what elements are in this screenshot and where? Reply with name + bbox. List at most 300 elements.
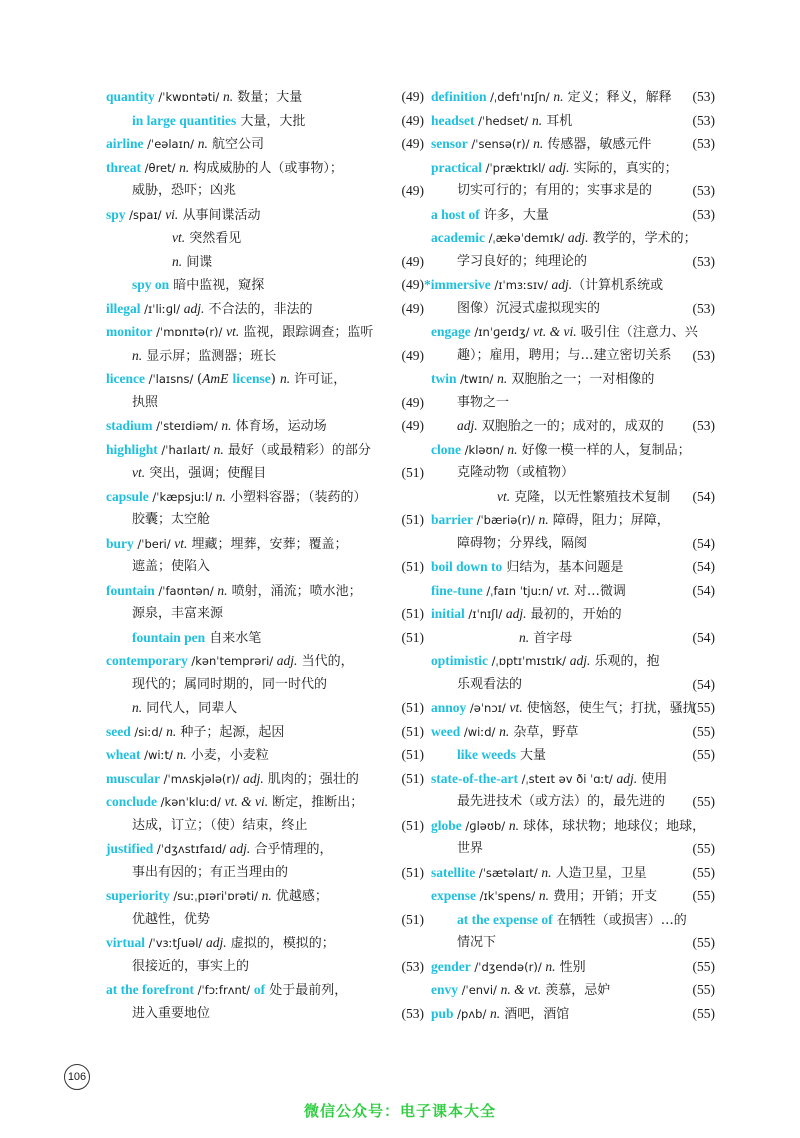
page-reference: (55)	[692, 888, 715, 903]
phonetic: /ˌækəˈdemɪk/	[484, 231, 568, 245]
definition-text: 障碍物；分界线，隔阂	[457, 535, 588, 551]
headword: at the expense of	[457, 911, 553, 927]
entry-line	[431, 602, 715, 626]
definition-text: 小塑料容器；（装药的）	[225, 489, 367, 505]
page-reference: (53)	[692, 418, 715, 433]
definition-text: 双胞胎之一；一对相像的	[507, 372, 655, 387]
entry-line	[106, 837, 424, 861]
part-of-speech: n.	[221, 418, 232, 433]
entry-line	[431, 485, 715, 509]
page-reference: (49)	[401, 112, 424, 128]
entry-line	[431, 156, 715, 180]
phonetic: /əˈnɔɪ/	[466, 701, 510, 715]
definition-text: 耳机	[542, 113, 573, 129]
headword: pub	[431, 1005, 454, 1021]
headword: envy	[431, 982, 458, 997]
part-of-speech: adj.	[616, 770, 638, 786]
entry-line	[431, 884, 715, 908]
entry-line	[431, 837, 715, 861]
definition-text: 许可证，	[290, 372, 347, 387]
definition-text: 世界	[457, 841, 484, 856]
headword: weed	[431, 723, 461, 739]
phonetic: /ˈlaɪsns/	[144, 372, 197, 386]
definition-text: 球体，球状物；地球仪；地球，	[518, 818, 706, 834]
definition-text: 自来水笔	[205, 630, 262, 646]
headword: barrier	[431, 512, 473, 527]
page-reference: (53)	[692, 183, 715, 198]
definition-text: 合乎情理的，	[250, 842, 333, 857]
page-reference: (53)	[692, 347, 715, 363]
part-of-speech: n.	[197, 136, 208, 151]
definition-text: 达成，订立；（使）结束，终止	[132, 817, 308, 833]
definition-text: 大量，大批	[236, 113, 306, 129]
page-reference: (54)	[692, 535, 715, 551]
page-reference: (54)	[692, 629, 715, 645]
page-reference: (53)	[692, 253, 715, 269]
entry-line	[431, 344, 715, 368]
definition-text: 羡慕，忌妒	[541, 983, 611, 998]
part-of-speech: n.	[132, 347, 143, 363]
entry-line	[106, 649, 424, 673]
part-of-speech: n.	[490, 1005, 501, 1021]
definition-text: 监视，跟踪调查；监听	[239, 325, 374, 340]
phonetic: /ˈhaɪlaɪt/	[157, 442, 214, 457]
part-of-speech: adj.	[551, 277, 573, 292]
part-of-speech: adj.	[205, 935, 227, 950]
part-of-speech: vt.	[132, 465, 146, 480]
headword: *immersive	[424, 277, 491, 292]
page-reference: (49)	[401, 136, 424, 151]
page-reference: (55)	[692, 864, 715, 880]
page-reference: (55)	[692, 700, 715, 715]
definition-text: 不合法的，非法的	[204, 301, 313, 317]
entry-line	[106, 250, 424, 274]
entry-line	[106, 555, 424, 579]
entry-line	[431, 814, 715, 838]
entry-line	[106, 955, 424, 979]
phonetic: /ɪˈliːɡl/	[140, 301, 184, 316]
headword: superiority	[106, 888, 170, 903]
definition-text: 对…微调	[569, 583, 626, 599]
entry-line	[431, 461, 715, 485]
entry-line	[431, 85, 715, 109]
definition-text: 许多，大量	[479, 207, 549, 223]
page-reference: (55)	[692, 982, 715, 997]
definition-text: 乐观的，抱	[590, 654, 660, 669]
definition-text: 优越性，优势	[132, 911, 211, 927]
entry-line	[431, 931, 715, 955]
entry-line	[106, 931, 424, 955]
definition-text: 威胁，恐吓；凶兆	[132, 183, 237, 198]
definition-text: 显示屏；监测器；班长	[142, 348, 277, 364]
definition-text: 趣）；雇用，聘用；与…建立密切关系	[457, 347, 672, 363]
part-of-speech: n.	[519, 629, 530, 645]
entry-line	[106, 602, 424, 626]
definition-text: 处于最前列，	[265, 983, 348, 998]
definition-text: 优越感；	[271, 889, 328, 904]
headword: bury	[106, 535, 134, 551]
entry-line	[106, 814, 424, 838]
phonetic: /ˈhedset/	[474, 113, 532, 128]
definition-text: 从事间谍活动	[178, 207, 261, 223]
entry-line	[106, 344, 424, 368]
part-of-speech: vt.	[497, 488, 511, 504]
phonetic: /ˌsteɪt əv ði ˈɑːt/	[517, 771, 617, 786]
phonetic: /ˈeəlaɪn/	[143, 137, 198, 151]
phonetic: /ˈpræktɪkl/	[481, 160, 549, 175]
definition-text: 酒吧，酒馆	[500, 1006, 570, 1022]
phonetic: /kləʊn/	[461, 442, 508, 457]
part-of-speech: n.	[497, 371, 508, 386]
entry-line	[106, 273, 424, 297]
definition-text: 种子；起源，起因	[176, 724, 285, 740]
entry-line	[431, 649, 715, 673]
phonetic: /suːˌpɪəriˈɒrəti/	[169, 889, 262, 903]
definition-text: 突然看见	[185, 231, 242, 246]
headword: sensor	[431, 136, 468, 151]
headword: spy on	[132, 277, 170, 292]
headword: seed	[106, 723, 131, 739]
definition-text: 遮盖；使陷入	[132, 559, 211, 574]
page-reference: (49)	[401, 277, 424, 292]
entry-line	[106, 861, 424, 885]
page-reference: (51)	[401, 864, 424, 880]
entry-line	[106, 532, 424, 556]
definition-text: 克隆动物（或植物）	[457, 465, 575, 480]
page-reference: (49)	[401, 347, 424, 363]
headword: quantity	[106, 89, 155, 104]
entry-line	[106, 85, 424, 109]
page-reference: (53)	[692, 300, 715, 316]
entry-line	[431, 790, 715, 814]
entry-line	[431, 673, 715, 697]
definition-text: 同代人，同辈人	[142, 701, 238, 716]
page-reference: (49)	[401, 394, 424, 410]
entry-line	[106, 790, 424, 814]
headword: virtual	[106, 935, 145, 950]
definition-text: 情况下	[457, 935, 497, 950]
headword: like weeds	[457, 747, 516, 762]
phonetic: /ɪnˈɡeɪdʒ/	[470, 325, 534, 339]
definition-text: 事物之一	[457, 394, 510, 410]
entry-line	[431, 626, 715, 650]
headword: annoy	[431, 700, 467, 715]
part-of-speech: n.	[222, 89, 234, 104]
phonetic: /pʌb/	[453, 1006, 490, 1021]
definition-text: 数量；大量	[233, 90, 303, 105]
definition-text: 胶囊；太空舱	[132, 512, 211, 527]
phonetic: /ˈdʒendə(r)/	[470, 959, 546, 974]
phonetic: /twɪn/	[456, 372, 498, 386]
page-reference: (49)	[401, 183, 424, 198]
part-of-speech: n.	[508, 817, 519, 833]
entry-line	[106, 673, 424, 697]
entry-line	[106, 743, 424, 767]
definition-text: 使恼怒，使生气；打扰，骚扰	[522, 701, 696, 716]
headword: a host of	[431, 206, 480, 222]
entry-line	[106, 203, 424, 227]
part-of-speech: n.	[176, 747, 187, 762]
entry-line	[106, 226, 424, 250]
part-of-speech: n.	[166, 723, 177, 739]
entry-line	[431, 250, 715, 274]
page-reference: (49)	[401, 89, 424, 104]
left-word-column	[106, 85, 424, 1025]
page-reference: (51)	[401, 911, 424, 927]
page-reference: (53)	[692, 206, 715, 222]
part-of-speech: adj.	[276, 653, 298, 668]
entry-line	[431, 109, 715, 133]
headword: initial	[431, 606, 465, 621]
definition-text: 性别	[555, 959, 586, 975]
entry-line	[106, 297, 424, 321]
part-of-speech: vt.	[556, 582, 570, 598]
part-of-speech: adj.	[569, 653, 591, 668]
page-reference: (53)	[401, 958, 424, 974]
watermark-text: 微信公众号：电子课本大全	[303, 1102, 496, 1120]
part-of-speech: n.	[499, 723, 510, 739]
definition-text: 传感器，敏感元件	[543, 137, 652, 152]
entry-line	[431, 226, 715, 250]
entry-line	[431, 579, 715, 603]
entry-line	[106, 461, 424, 485]
entry-line	[106, 414, 424, 438]
definition-text: 埋藏；埋葬，安葬；覆盖；	[187, 536, 348, 552]
entry-line	[106, 508, 424, 532]
definition-text: 体育场，运动场	[231, 419, 327, 434]
part-of-speech: adj.	[183, 300, 205, 316]
entry-line	[431, 767, 715, 791]
phonetic: /θret/	[141, 160, 180, 175]
part-of-speech: adj.	[505, 606, 527, 621]
definition-text: 费用；开销；开支	[548, 889, 658, 904]
entry-line	[431, 320, 715, 344]
page-reference: (53)	[692, 112, 715, 128]
headword: expense	[431, 888, 476, 903]
page-reference: (51)	[401, 512, 424, 527]
page-reference: (51)	[401, 817, 424, 833]
phonetic: /kənˈtemprəri/	[187, 654, 277, 668]
definition-text: 双胞胎之一的；成对的，成双的	[477, 419, 664, 434]
part-of-speech: n.	[132, 700, 143, 715]
page-reference: (55)	[692, 723, 715, 739]
phonetic: /ˈbæriə(r)/	[472, 513, 539, 527]
definition-text: 学习良好的；纯理论的	[457, 253, 588, 269]
part-of-speech: vt. & vi.	[224, 794, 269, 809]
phonetic: /ˈfɔːfrʌnt/	[193, 983, 254, 997]
entry-line	[106, 579, 424, 603]
definition-text: （计算机系统或	[572, 278, 664, 293]
headword: wheat	[106, 747, 141, 762]
part-of-speech: n.	[531, 112, 543, 128]
phonetic: /ˈsensə(r)/	[467, 137, 534, 151]
right-word-column	[424, 85, 715, 1025]
phonetic: /ˈfaʊntən/	[154, 583, 218, 598]
entry-line	[431, 978, 715, 1002]
headword: conclude	[106, 794, 158, 809]
definition-text: 小麦，小麦粒	[186, 748, 269, 763]
entry-line	[431, 132, 715, 156]
page-reference: (53)	[692, 136, 715, 151]
part-of-speech: vt.	[226, 324, 240, 339]
definition-text: 图像）沉浸式虚拟现实的	[457, 300, 601, 316]
entry-line	[106, 109, 424, 133]
phonetic: /ɪˈmɜːsɪv/	[490, 278, 552, 292]
phonetic: /ˌɒptɪˈmɪstɪk/	[488, 654, 570, 668]
part-of-speech: adj.	[229, 841, 251, 856]
part-of-speech: AmE	[202, 371, 229, 386]
headword: highlight	[106, 441, 158, 457]
headword: boil down to	[431, 559, 503, 574]
definition-text: 定义；释义，解释	[563, 90, 672, 105]
entry-line	[106, 132, 424, 156]
headword: stadium	[106, 418, 153, 433]
page-number: 106	[64, 1064, 90, 1090]
headword: threat	[106, 159, 141, 175]
phonetic: /ˈdʒʌstɪfaɪd/	[153, 842, 230, 856]
page-reference: (49)	[401, 253, 424, 269]
entry-line	[431, 297, 715, 321]
page-reference: (55)	[692, 747, 715, 762]
phonetic: /ɪˈnɪʃl/	[464, 607, 506, 621]
page-reference: (55)	[692, 794, 715, 809]
headword: in large quantities	[132, 112, 237, 128]
definition-text: 当代的，	[297, 654, 354, 669]
page-reference: (55)	[692, 841, 715, 856]
entry-line	[106, 884, 424, 908]
part-of-speech: n.	[507, 441, 518, 457]
definition-text: 实际的，真实的；	[569, 160, 678, 176]
page-reference: (53)	[401, 1005, 424, 1021]
headword: monitor	[106, 324, 153, 339]
definition-text: 杂草，野草	[509, 724, 579, 740]
headword: fine-tune	[431, 582, 483, 598]
headword: justified	[106, 841, 154, 856]
definition-text: 克隆，以无性繁殖技术复制	[510, 489, 671, 505]
definition-text: 最好（或最精彩）的部分	[223, 442, 371, 458]
phonetic: /kənˈkluːd/	[157, 795, 225, 809]
entry-line	[106, 320, 424, 344]
phonetic: /wiːt/	[140, 748, 177, 762]
page-reference: (53)	[692, 89, 715, 104]
entry-line	[106, 179, 424, 203]
phonetic: /ɪkˈspens/	[476, 889, 539, 903]
entry-line	[431, 532, 715, 556]
headword: optimistic	[431, 653, 488, 668]
definition-text: 好像一模一样的人，复制品；	[517, 442, 691, 458]
part-of-speech: vt.	[509, 700, 523, 715]
part-of-speech: n.	[538, 888, 549, 903]
part-of-speech: adj.	[567, 230, 589, 245]
part-of-speech: n. & vt.	[500, 982, 542, 997]
headword: clone	[431, 441, 461, 457]
phonetic: /ˈsætəlaɪt/	[475, 865, 542, 880]
phonetic: /ˈsteɪdiəm/	[152, 419, 222, 433]
headword: headset	[431, 112, 475, 128]
phonetic: /ˌfaɪn ˈtjuːn/	[482, 583, 557, 598]
part-of-speech: adj.	[548, 159, 570, 175]
definition-text: 源泉，丰富来源	[132, 606, 224, 621]
definition-text: (	[197, 372, 203, 387]
part-of-speech: n.	[538, 512, 549, 527]
part-of-speech: n.	[279, 371, 291, 386]
headword: contemporary	[106, 653, 188, 668]
headword: airline	[106, 136, 144, 151]
entry-line	[106, 485, 424, 509]
entry-line	[106, 908, 424, 932]
headword: license	[232, 371, 271, 386]
part-of-speech: vt.	[174, 535, 188, 551]
entry-line	[431, 179, 715, 203]
page-reference: (55)	[692, 958, 715, 974]
headword: at the forefront	[106, 982, 194, 997]
page-reference: (51)	[401, 723, 424, 739]
entry-line	[431, 367, 715, 391]
headword: fountain pen	[132, 629, 206, 645]
definition-text: 执照	[132, 394, 159, 410]
entry-line	[431, 391, 715, 415]
definition-text: 很接近的，事实上的	[132, 958, 250, 974]
entry-line	[431, 203, 715, 227]
page-reference: (54)	[692, 559, 715, 574]
phonetic: /ˈmɒnɪtə(r)/	[152, 325, 227, 339]
part-of-speech: adj.	[243, 770, 264, 786]
phonetic: /ˈenvi/	[458, 983, 501, 997]
definition-text: 使用	[637, 771, 668, 787]
definition-text: 大量	[515, 748, 547, 763]
phonetic: /ˈkwɒntəti/	[154, 90, 223, 104]
page-reference: (55)	[692, 1005, 715, 1021]
definition-text: 归结为，基本问题是	[502, 560, 624, 575]
phonetic: /ˌdefɪˈnɪʃn/	[486, 90, 554, 104]
part-of-speech: n.	[179, 159, 190, 175]
headword: academic	[431, 230, 485, 245]
part-of-speech: n.	[261, 888, 272, 903]
entry-line	[431, 720, 715, 744]
definition-text: 进入重要地位	[132, 1005, 211, 1021]
page-reference: (51)	[401, 770, 424, 786]
entry-line	[106, 156, 424, 180]
headword: illegal	[106, 300, 141, 316]
headword: spy	[106, 206, 126, 222]
entry-line	[431, 908, 715, 932]
page-reference: (54)	[692, 676, 715, 692]
definition-text: 现代的；属同时期的，同一时代的	[132, 676, 328, 692]
entry-line	[106, 696, 424, 720]
page-reference: (54)	[692, 582, 715, 598]
phonetic: /ˈkæpsjuːl/	[148, 489, 216, 504]
part-of-speech: n.	[215, 488, 226, 504]
page-reference: (51)	[401, 700, 424, 715]
entry-line	[106, 720, 424, 744]
headword: of	[253, 982, 266, 997]
headword: globe	[431, 817, 462, 833]
page-reference: (51)	[401, 465, 424, 480]
page-reference: (51)	[401, 559, 424, 574]
definition-text: 虚拟的，模拟的；	[226, 936, 335, 951]
page-reference: (51)	[401, 606, 424, 621]
definition-text: 最初的，开始的	[526, 607, 622, 622]
part-of-speech: adj.	[457, 418, 478, 433]
definition-text: 构成威胁的人（或事物）；	[189, 160, 343, 176]
part-of-speech: n.	[553, 89, 564, 104]
phonetic: /spaɪ/	[125, 207, 166, 222]
definition-text: 事出有因的；有正当理由的	[132, 864, 289, 880]
page-reference: (49)	[401, 418, 424, 433]
part-of-speech: n.	[213, 441, 224, 457]
headword: engage	[431, 324, 471, 339]
headword: licence	[106, 371, 145, 386]
